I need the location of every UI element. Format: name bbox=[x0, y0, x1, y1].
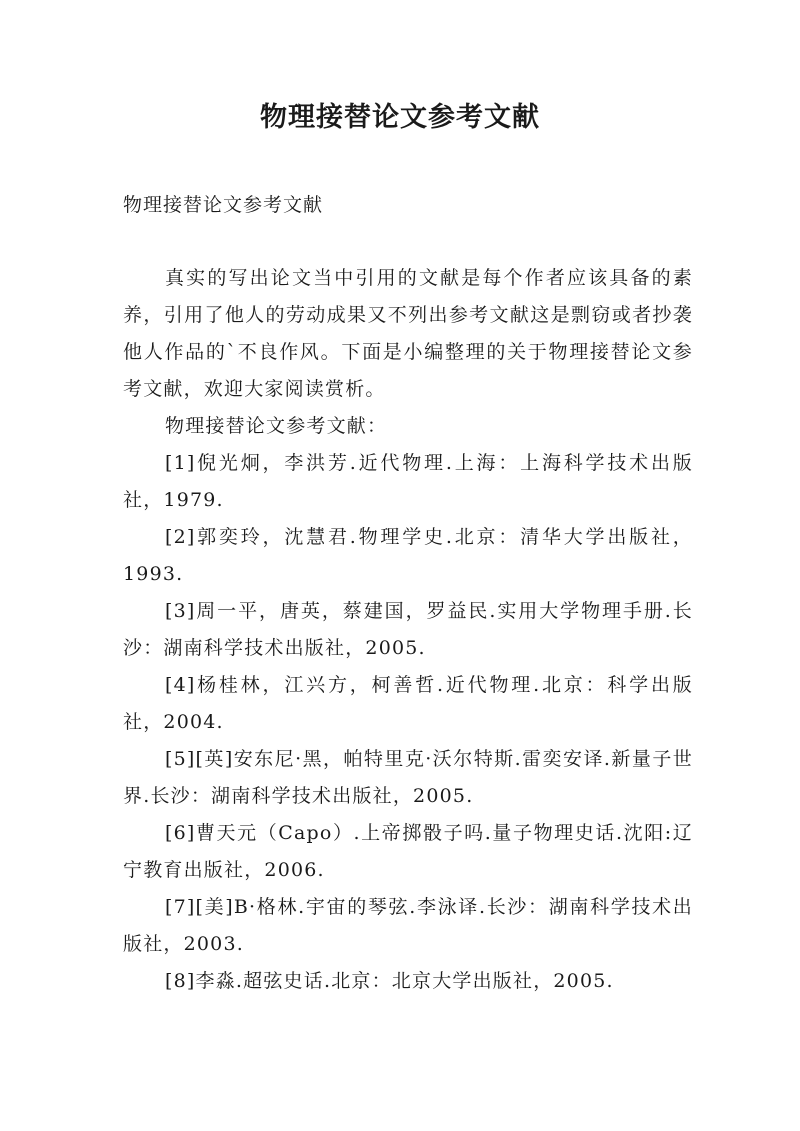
reference-item: [4]杨桂林，江兴方，柯善哲.近代物理.北京：科学出版社，2004. bbox=[123, 674, 693, 733]
reference-item: [8]李淼.超弦史话.北京：北京大学出版社，2005. bbox=[165, 970, 614, 992]
reference-item: [1]倪光炯，李洪芳.近代物理.上海：上海科学技术出版社，1979. bbox=[123, 452, 693, 511]
reference-item: [7][美]B·格林.宇宙的琴弦.李泳译.长沙：湖南科学技术出版社，2003. bbox=[123, 896, 693, 955]
references-heading: 物理接替论文参考文献： bbox=[165, 415, 388, 437]
reference-item: [2]郭奕玲，沈慧君.物理学史.北京：清华大学出版社，1993. bbox=[123, 526, 693, 585]
page-title: 物理接替论文参考文献 bbox=[260, 102, 540, 133]
intro-paragraph: 真实的写出论文当中引用的文献是每个作者应该具备的素养，引用了他人的劳动成果又不列出参考文献这是剽窃或者抄袭他人作品的`不良作风。下面是小编整理的关于物理接替论文参考文献，欢迎大家阅读赏析。 bbox=[123, 267, 693, 400]
reference-item: [5][英]安东尼·黑，帕特里克·沃尔特斯.雷奕安译.新量子世界.长沙：湖南科学技术出版社，2005. bbox=[123, 748, 693, 807]
document-body bbox=[123, 260, 693, 1000]
document-subtitle: 物理接替论文参考文献 bbox=[123, 194, 324, 216]
reference-item: [3]周一平，唐英，蔡建国，罗益民.实用大学物理手册.长沙：湖南科学技术出版社，2005. bbox=[123, 600, 693, 659]
reference-item: [6]曹天元（Capo）.上帝掷骰子吗.量子物理史话.沈阳:辽宁教育出版社，2006. bbox=[123, 822, 693, 881]
